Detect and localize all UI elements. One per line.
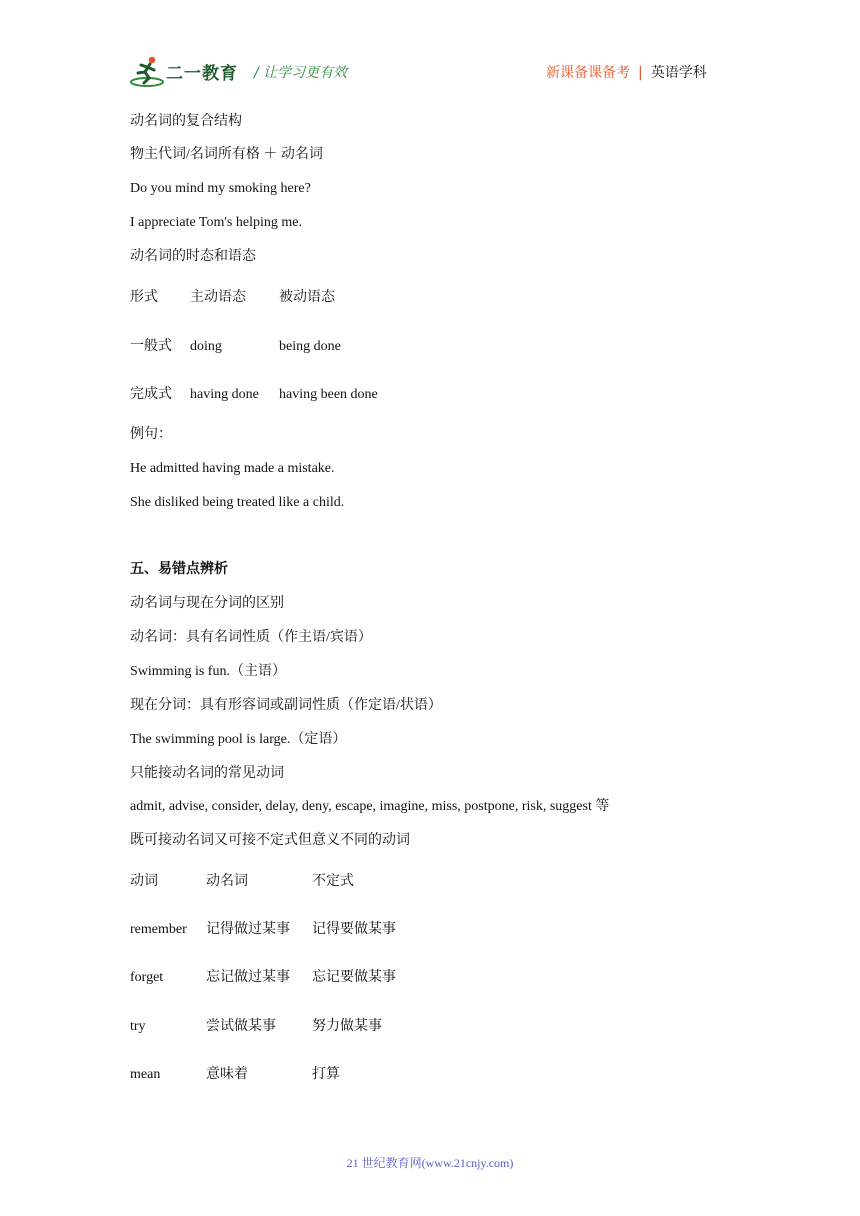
text-line: The swimming pool is large.（定语） [130, 732, 347, 747]
table-cell: remember [130, 922, 187, 937]
text-line: Do you mind my smoking here? [130, 181, 311, 196]
table-cell: 尝试做某事 [206, 1019, 276, 1034]
table-cell: 打算 [312, 1067, 340, 1082]
text-line: He admitted having made a mistake. [130, 461, 335, 476]
table-cell: 动词 [130, 874, 158, 889]
text-line: Swimming is fun.（主语） [130, 664, 286, 679]
text-line: 动名词的复合结构 [130, 114, 242, 129]
text-line: 现在分词：具有形容词或副词性质（作定语/状语） [130, 698, 442, 713]
text-line: 动名词的时态和语态 [130, 249, 256, 264]
page-footer: 21 世纪教育网(www.21cnjy.com) [346, 1156, 514, 1170]
header-separator: | [638, 65, 643, 81]
text-line: 例句： [130, 427, 172, 442]
course-label: 新课备课备考 [546, 65, 630, 81]
text-line: 物主代词/名词所有格 ＋ 动名词 [130, 147, 323, 162]
table-cell: 忘记做过某事 [206, 970, 290, 985]
table-cell: doing [190, 339, 222, 354]
table-cell: 不定式 [312, 874, 354, 889]
text-line: 只能接动名词的常见动词 [130, 766, 284, 781]
text-line: I appreciate Tom's helping me. [130, 215, 302, 230]
table-cell: 完成式 [130, 387, 172, 402]
table-cell: 动名词 [206, 874, 248, 889]
table-cell: 形式 [130, 290, 158, 305]
page-header [0, 0, 860, 100]
header-right [546, 62, 707, 82]
logo-text: 二一教育 [166, 64, 238, 84]
table-cell: having done [190, 387, 259, 402]
text-line: She disliked being treated like a child. [130, 495, 345, 510]
table-cell: 记得做过某事 [206, 922, 290, 937]
table-cell: 努力做某事 [312, 1019, 382, 1034]
text-line: admit, advise, consider, delay, deny, escape, imagine, miss, postpone, risk, suggest 等 [130, 799, 610, 814]
text-line: 既可接动名词又可接不定式但意义不同的动词 [130, 833, 410, 848]
table-cell: 记得要做某事 [312, 922, 396, 937]
table-cell: 一般式 [130, 339, 172, 354]
text-line: 动名词：具有名词性质（作主语/宾语） [130, 630, 372, 645]
running-man-logo-icon [130, 55, 166, 89]
logo [130, 55, 250, 89]
table-cell: 忘记要做某事 [312, 970, 396, 985]
subject-label: 英语学科 [650, 65, 707, 81]
table-cell: 意味着 [206, 1067, 248, 1082]
table-cell: 主动语态 [190, 290, 246, 305]
table-cell: 被动语态 [279, 290, 335, 305]
table-cell: try [130, 1019, 146, 1034]
table-cell: having been done [279, 387, 378, 402]
section-heading: 五、易错点辨析 [130, 562, 228, 577]
table-cell: forget [130, 970, 164, 985]
table-cell: being done [279, 339, 341, 354]
text-line: 动名词与现在分词的区别 [130, 596, 284, 611]
table-cell: mean [130, 1067, 161, 1082]
slogan: / 让学习更有效 [254, 65, 348, 81]
